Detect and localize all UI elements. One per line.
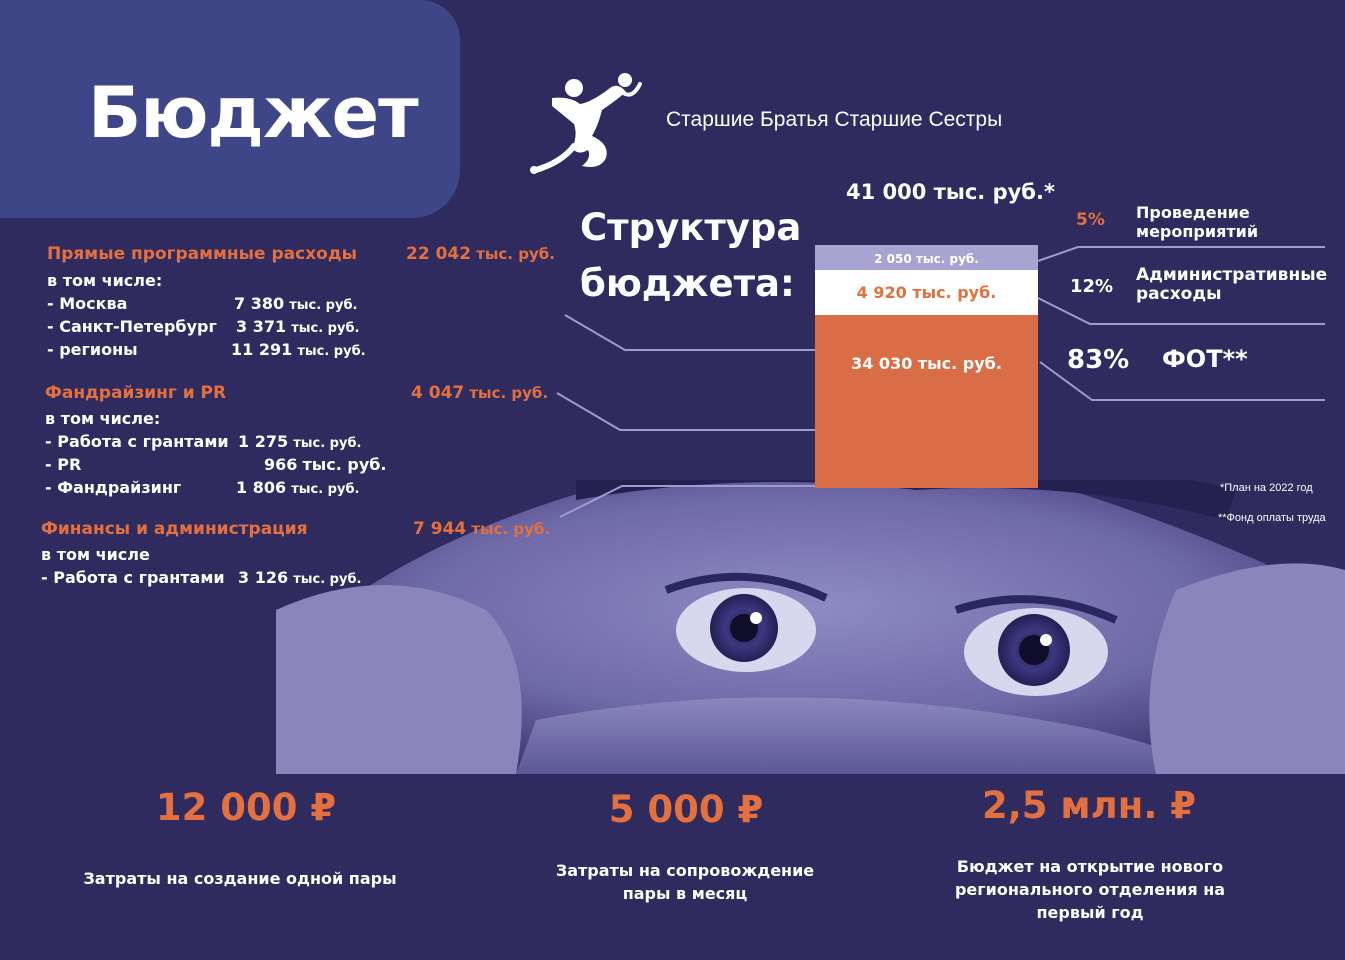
item-value-num: 1 275 [238, 432, 289, 451]
list-item-label: - Москва [47, 294, 128, 313]
bar-segment [815, 315, 1038, 488]
section-amount-unit: тыс. руб. [471, 520, 551, 538]
stat-value: 2,5 млн. ₽ [981, 784, 1196, 827]
item-value-unit: тыс. руб. [289, 298, 358, 313]
section-title: Прямые программные расходы [47, 244, 357, 264]
stat-caption-line: Затраты на создание одной пары [83, 869, 397, 888]
section-amount-unit: тыс. руб. [469, 384, 549, 402]
connector-line [565, 315, 815, 350]
legend-percent: 83% [1067, 345, 1130, 375]
section-amount-unit: тыс. руб. [476, 245, 555, 263]
section-title: Финансы и администрация [41, 519, 308, 539]
section-amount-value: 7 944 [413, 519, 467, 539]
page-title: Бюджет [88, 72, 418, 154]
list-item-label: - PR [45, 455, 82, 474]
legend-label-line: расходы [1136, 284, 1222, 304]
data-label: 2 050 тыс. руб. [874, 252, 979, 266]
connector-line [560, 486, 815, 517]
legend-label-line: Административные [1136, 265, 1328, 285]
item-value-num: 3 126 [238, 568, 289, 587]
item-value-unit: тыс. руб. [291, 482, 360, 497]
section-amount-value: 4 047 [411, 383, 465, 403]
data-label: 4 920 тыс. руб. [856, 283, 997, 302]
legend-label [1136, 266, 1327, 304]
legend-percent: 5% [1076, 210, 1105, 230]
item-value-num: 3 371 [236, 317, 287, 336]
stat-caption-line: регионального отделения на [954, 880, 1226, 899]
list-item-label: - регионы [47, 340, 138, 359]
footnote: **Фонд оплаты труда [1218, 512, 1326, 524]
legend-label-line: мероприятий [1136, 222, 1259, 241]
stat-value: 5 000 ₽ [608, 788, 764, 831]
bar-segment [815, 245, 1038, 270]
legend-percent: 12% [1070, 276, 1114, 297]
legend-line [1038, 247, 1325, 261]
legend-label-line: Проведение [1136, 203, 1250, 222]
item-value-num: 7 380 [234, 294, 285, 313]
section-subtitle: в том числе: [47, 271, 163, 290]
stat-caption-line: первый год [1036, 903, 1144, 922]
item-value-unit: тыс. руб. [297, 344, 366, 359]
section-subtitle: в том числе [41, 545, 150, 564]
item-value-num: 966 [264, 455, 298, 474]
bar-segment [815, 270, 1038, 315]
list-item-label: - Санкт-Петербург [47, 317, 217, 336]
chart-title-line: бюджета: [580, 262, 795, 305]
stat-caption [890, 855, 1290, 924]
legend-label: ФОТ** [1162, 345, 1248, 373]
item-value-num: 11 291 [231, 340, 293, 359]
footnote: *План на 2022 год [1220, 482, 1313, 494]
stat-caption-line: Бюджет на открытие нового [956, 857, 1224, 876]
stat-caption [40, 867, 440, 890]
connector-line [557, 393, 815, 430]
section-title: Фандрайзинг и PR [45, 383, 227, 403]
chart-total: 41 000 тыс. руб.* [846, 180, 1055, 204]
section-amount-value: 22 042 [406, 244, 472, 264]
logo-text: Старшие Братья Старшие Сестры [666, 108, 1003, 131]
stat-caption-line: пары в месяц [622, 884, 748, 903]
list-item-label: - Фандрайзинг [45, 478, 182, 497]
stat-value: 12 000 ₽ [155, 786, 337, 829]
legend-label [1136, 203, 1258, 241]
item-value-unit: тыс. руб. [293, 436, 362, 451]
stat-caption-line: Затраты на сопровождение [555, 861, 815, 880]
stat-caption [480, 859, 890, 905]
list-item-label: - Работа с грантами [45, 432, 229, 451]
item-value-unit: тыс. руб. [302, 455, 387, 474]
list-item-label: - Работа с грантами [41, 568, 225, 587]
chart-title [580, 200, 801, 312]
stacked-bar [815, 245, 1038, 488]
data-label: 34 030 тыс. руб. [851, 354, 1002, 373]
item-value-unit: тыс. руб. [291, 321, 360, 336]
section-subtitle: в том числе: [45, 409, 161, 428]
item-value-unit: тыс. руб. [293, 572, 362, 587]
chart-title-line: Структура [580, 206, 802, 249]
item-value-num: 1 806 [236, 478, 287, 497]
